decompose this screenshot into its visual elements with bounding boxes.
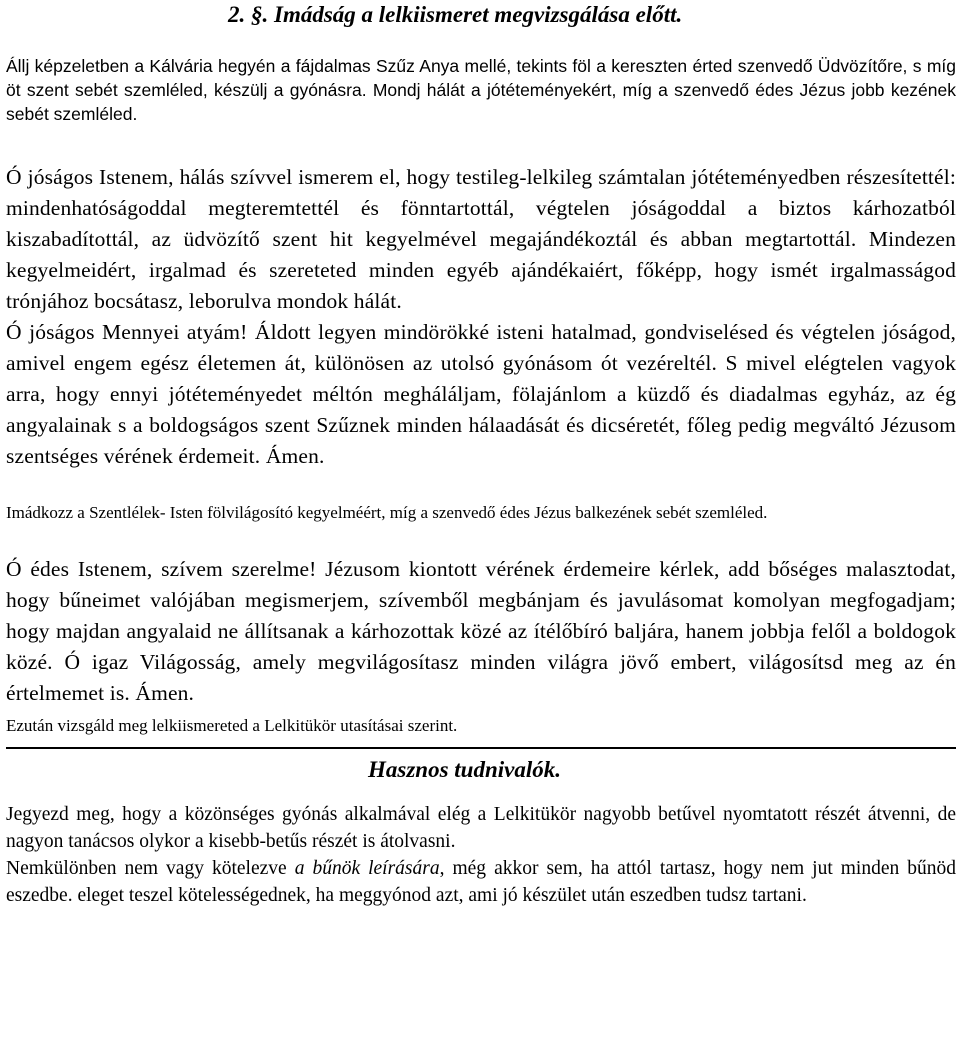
note-paragraph-1: Jegyezd meg, hogy a közönséges gyónás alkalmával elég a Lelkitükör nagyobb betűvel nyomtatott részét átvenni, de nagyon tanácsos olykor a kisebb-betűs részét is átolvasni. <box>6 804 956 852</box>
enlightenment-prayer: Ó édes Istenem, szívem szerelme! Jézusom kiontott vérének érdemeire kérlek, add bőséges malasztodat, hogy bűneimet valójában megismerjem, szívemből megbánjam és javulásomat komolyan megfogadjam; hogy majdan angyalaid ne állítsanak a kárhozottak közé az ítélőbíró baljára, hanem jobbja felől a boldogok közé. Ó igaz Világosság, amely megvilágosítasz minden világra jövő embert, világosítsd meg az én értelmemet is. Ámen. <box>6 557 956 705</box>
intro-paragraph: Állj képzeletben a Kálvária hegyén a fájdalmas Szűz Anya mellé, tekints föl a kereszten érted szenvedő Üdvözítőre, s míg öt szent sebét szemléled, készülj a gyónásra. Mondj hálát a jótéteményekért, míg a szenvedő édes Jézus jobb kezének sebét szemléled. <box>6 56 956 124</box>
holy-spirit-instruction: Imádkozz a Szentlélek- Isten fölvilágosító kegyelméért, míg a szenvedő édes Jézus balkezének sebét szemléled. <box>6 503 768 522</box>
note-2-emphasis: a bűnök leírására <box>294 858 440 879</box>
note-paragraph-2 <box>6 855 956 909</box>
useful-info-heading: Hasznos tudnivalók. <box>368 757 561 782</box>
father-prayer: Ó jóságos Mennyei atyám! Áldott legyen mindörökké isteni hatalmad, gondviselésed és végtelen jóságod, amivel engem egész életemen át, különösen az utolsó gyónásom ót vezéreltél. S mivel elégtelen vagyok arra, hogy ennyi jótéteményedet méltón megháláljam, fölajánlom a küzdő és diadalmas egyház, az ég angyalainak s a boldogságos szent Szűznek minden hálaadását és dicséretét, főleg pedig megváltó Jézusom szentséges vérének érdemeit. Ámen. <box>6 320 956 468</box>
section-heading: 2. §. Imádság a lelkiismeret megvizsgálása előtt. <box>228 2 683 27</box>
useful-info-notes <box>6 801 956 909</box>
note-2-text-start: Nemkülönben nem vagy kötelezve <box>6 858 295 879</box>
horizontal-divider <box>6 747 956 749</box>
note-2-text-end: , még akkor sem, ha attól tartasz, hogy nem jut minden bűnöd eszedbe. eleget teszel kötelességednek, ha meggyónod azt, ami jó készület után eszedben tudsz tartani. <box>6 858 956 906</box>
document-page <box>6 0 956 909</box>
thanksgiving-prayer: Ó jóságos Istenem, hálás szívvel ismerem el, hogy testileg-lelkileg számtalan jótéteményedben részesítettél: mindenhatóságoddal megteremtettél és fönntartottál, végtelen jóságoddal a biztos kárhozatból kiszabadítottál, az üdvözítő szent hit kegyelmével megajándékoztál és abban megtartottál. Mindezen kegyelmeidért, irgalmad és szereteted minden egyéb ajándékaiért, főképp, hogy ismét irgalmasságod trónjához bocsátasz, leborulva mondok hálát. <box>6 165 956 313</box>
examination-instruction: Ezután vizsgáld meg lelkiismereted a Lelkitükör utasításai szerint. <box>6 716 458 735</box>
